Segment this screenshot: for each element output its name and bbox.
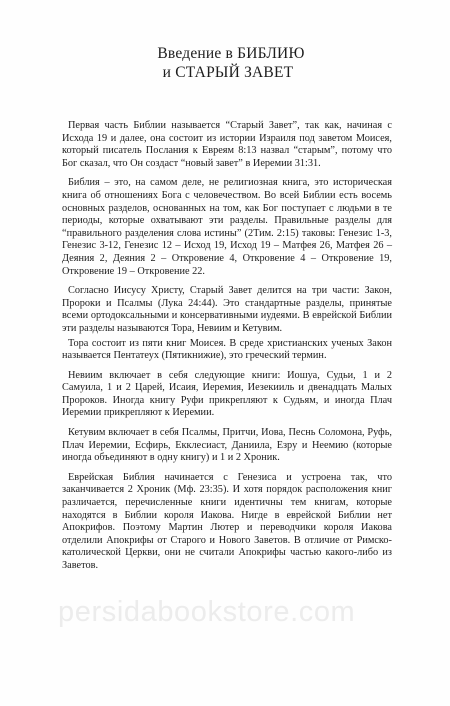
paragraph-ketuvim: Кетувим включает в себя Псалмы, Притчи, Иова, Песнь Соломона, Руфь, Плач Иеремии, Есфирь, Екклесиаст, Даниила, Езру и Неемию (которые иногда объединяют в одну книгу) и 1 и 2 Хроник. [62, 427, 392, 464]
paragraph-old-testament-name: Первая часть Библии называется “Старый Завет”, так как, начиная с Исхода 19 и далее, она состоит из истории Израиля под заветом Моисея, который писатель Послания к Евреям 8:13 назвал “старым”, потому что Бог сказал, что Он создаст “новый завет” в Иеремии 31:31. [62, 120, 392, 169]
paragraph-neviim: Невиим включает в себя следующие книги: Иошуа, Судьи, 1 и 2 Самуила, 1 и 2 Царей, Исаия, Иеремия, Иезекииль и двенадцать Малых Пророков. Иногда книгу Руфи прикрепляют к Судьям, и иногда Плач Иеремии прикрепляют к Иеремии. [62, 369, 392, 419]
chapter-title [62, 0, 394, 82]
paragraph-torah: Тора состоит из пяти книг Моисея. В среде христианских ученых Закон называется Пентатеух (Пятикнижие), это греческий термин. [62, 337, 392, 362]
paragraph-three-parts: Согласно Иисусу Христу, Старый Завет делится на три части: Закон, Пророки и Псалмы (Лука 24:44). Это стандартные разделы, принятые всеми ортодоксальными и консервативными иудеями. В еврейской Библии эти разделы называются Тора, Невиим и Кетувим. [62, 285, 392, 334]
paragraph-bible-divisions: Библия – это, на самом деле, не религиозная книга, это историческая книга об отношениях Бога с человечеством. Во всей Библии есть восемь основных разделов, основанных на том, как Бог поступает с людьми в те периоды, которые охватывают эти разделы. Правильные разделы для “правильного разделения слова истины” (2Тим. 2:15) таковы: Генезис 1-3, Генезис 3-12, Генезис 12 – Исход 19, Исход 19 – Матфея 26, Матфея 26 – Деяния 2, Деяния 2 – Откровение 4, Откровение 4 – Откровение 19, Откровение 19 – Откровение 22. [62, 177, 392, 277]
chapter-title-line-2: и СТАРЫЙ ЗАВЕТ [162, 64, 294, 81]
chapter-body [62, 120, 394, 573]
chapter-title-line-1: Введение в БИБЛИЮ [157, 45, 305, 62]
watermark: persidabookstore.com [58, 596, 356, 628]
paragraph-hebrew-bible-order: Еврейская Библия начинается с Генезиса и устроена так, что заканчивается 2 Хроник (Мф. 23:35). И хотя порядок расположения книг различается, перечисленные книги идентичны тем книгам, которые находятся в Библии короля Иакова. Нигде в еврейской Библии нет Апокрифов. Поэтому Мартин Лютер и переводчики короля Иакова отделили Апокрифы от Старого и Нового Заветов. В отличие от Римско-католической Церкви, они не считали Апокрифы частью какого-либо из Заветов. [62, 471, 392, 571]
